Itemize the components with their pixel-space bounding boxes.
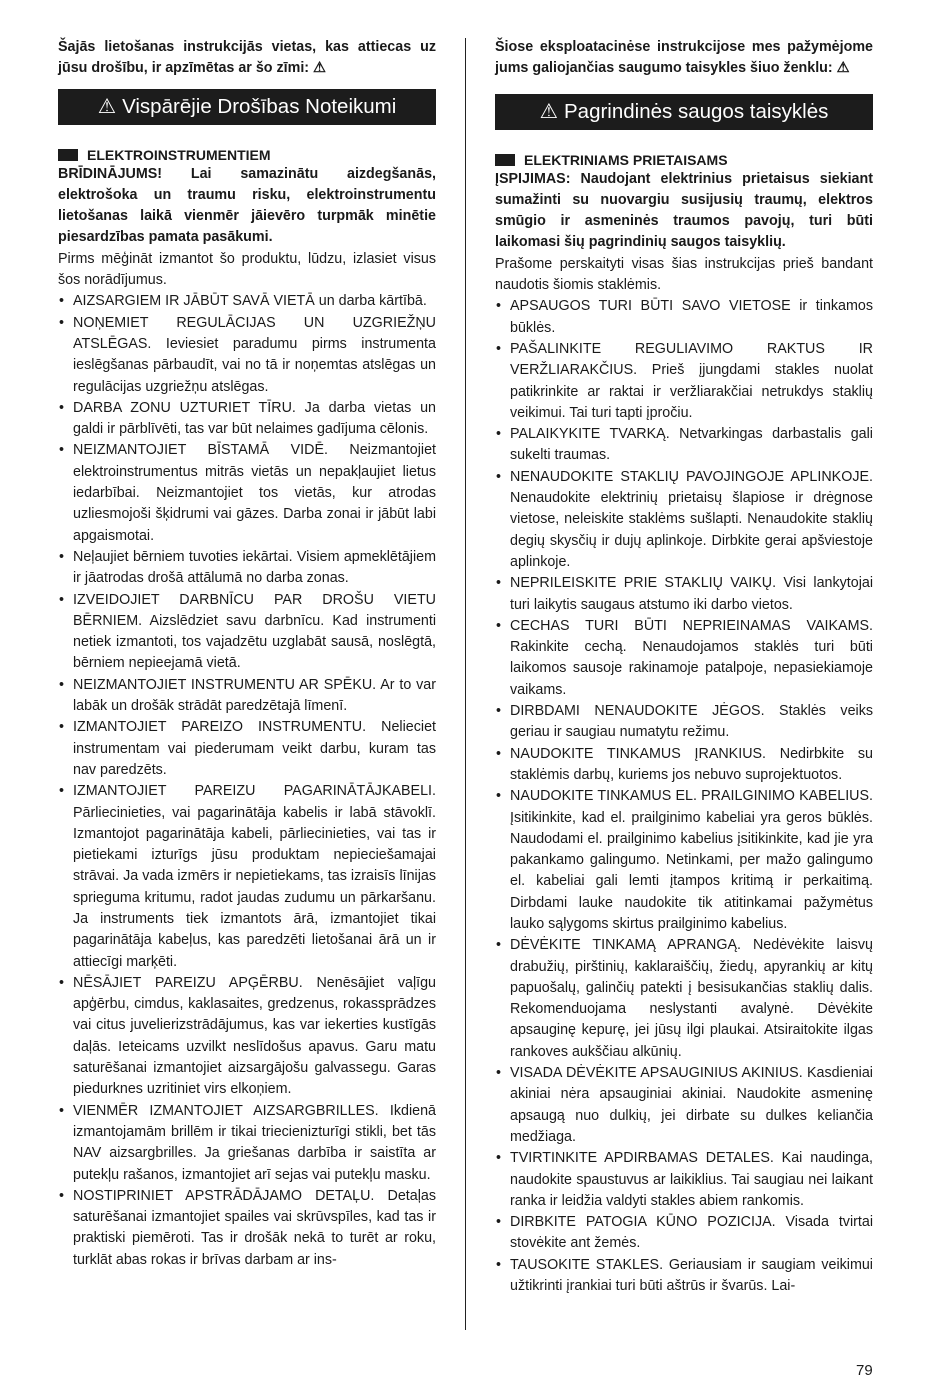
list-item: • DIRBKITE PATOGIA KŪNO POZICIJA. Visada tvirtai stovėkite ant žemės. [495, 1212, 873, 1255]
section-banner [495, 94, 873, 130]
list-item: • PAŠALINKITE REGULIAVIMO RAKTUS IR VERŽLIARAKČIUS. Prieš įjungdami stakles nuolat patikrinkite ar raktai ir veržliarakčiai netrukdys staklių veikimui. Tai turi tapti įpročiu. [495, 339, 873, 424]
list-item: • IZMANTOJIET PAREIZU PAGARINĀTĀJKABELI. Pārliecinieties, vai pagarinātāja kabelis ir labā stāvoklī. Izmantojot pagarinātāja kabeli, pārliecinieties, vai tas ir pietiekami izturīgs jūsu produktam nepieciešamajai strāvai. Ja vada izmērs ir nepietiekams, tas izraisīs līnijas sprieguma kritumu, radot jaudas zudumu un pārkaršanu. Ja instruments tiek izmantots ārā, izmantojiet tikai pagarinātāja kabeļus, kas paredzēti lietošanai ārā un ir attiecīgi marķēti. [58, 781, 436, 973]
banner-title: Vispārējie Drošības Noteikumi [122, 94, 397, 118]
rules-list [58, 291, 436, 1271]
warning-triangle-icon: ⚠ [97, 94, 117, 118]
list-item: • DARBA ZONU UZTURIET TĪRU. Ja darba vietas un galdi ir pārblīvēti, tas var būt nelaimes gadījuma cēlonis. [58, 398, 436, 441]
warning-paragraph: BRĪDINĀJUMS! Lai samazinātu aizdegšanās, elektrošoka un traumu risku, elektroinstrumentu lietošanas laikā vienmēr jāievēro turpmāk minētie piesardzības pamata pasākumi. [58, 165, 436, 246]
left-column [58, 37, 436, 1271]
column-divider [465, 38, 466, 1330]
list-item: • NĒSĀJIET PAREIZU APĢĒRBU. Nenēsājiet vaļīgu apģērbu, cimdus, kaklasaites, gredzenus, rokassprādzes vai citus juvelierizstrādājumus, kas var iekerties kustīgās daļās. Ieteicams uzvilkt neslīdošus apavus. Garu matu saturēšanai izmantojiet aizsargājošu galvassegu. Garas piedurknes uzritiniet virs elkoņiem. [58, 973, 436, 1101]
list-item: • DIRBDAMI NENAUDOKITE JĖGOS. Staklės veiks geriau ir saugiau numatytu režimu. [495, 701, 873, 744]
subsection-heading [58, 146, 436, 164]
list-item: • NOŅEMIET REGULĀCIJAS UN UZGRIEŽŅU ATSLĒGAS. Ieviesiet paradumu pirms instrumenta ieslēgšanas pārbaudīt, vai no tā ir noņemtas atslēgas un regulācijas uzgriežņu atslēgas. [58, 313, 436, 398]
list-item: • IZVEIDOJIET DARBNĪCU PAR DROŠU VIETU BĒRNIEM. Aizslēdziet savu darbnīcu. Kad instrumenti netiek izmantoti, tos vajadzētu uzglabāt sausā, noslēgtā, bērniem nepieejamā vietā. [58, 590, 436, 675]
intro-text: Šiose eksploatacinėse instrukcijose mes pažymėjome jums galiojančias saugumo taisykles šiuo ženklu: ⚠ [495, 39, 873, 77]
list-item: • NEIZMANTOJIET BĪSTAMĀ VIDĒ. Neizmantojiet elektroinstrumentus mitrās vietās un nepakļaujiet lietus iedarbībai. Neizmantojiet tos vietās, kur atrodas uzliesmojoši šķidrumi vai gāzes. Darba zonai ir jābūt labi apgaismotai. [58, 440, 436, 546]
intro-paragraph: Prašome perskaityti visas šias instrukcijas prieš bandant naudotis šiomis staklėmis. [495, 255, 873, 294]
list-item: • PALAIKYKITE TVARKĄ. Netvarkingas darbastalis gali sukelti traumas. [495, 424, 873, 467]
subsection-heading [495, 151, 873, 169]
list-item: • VISADA DĖVĖKITE APSAUGINIUS AKINIUS. Kasdieniai akiniai nėra apsauginiai akiniai. Naudokite asmeninę apsaugą nuo dulkių, jei dirbate su dulkes keliančia medžiaga. [495, 1063, 873, 1148]
page-number: 79 [856, 1362, 873, 1379]
intro-text: Šajās lietošanas instrukcijās vietas, kas attiecas uz jūsu drošību, ir apzīmētas ar šo zīmi: ⚠ [58, 39, 436, 77]
right-column [495, 37, 873, 1297]
section-banner [58, 89, 436, 125]
intro-paragraph: Pirms mēģināt izmantot šo produktu, lūdzu, izlasiet visus šos norādījumus. [58, 250, 436, 289]
list-item: • IZMANTOJIET PAREIZO INSTRUMENTU. Nelieciet instrumentam vai piederumam veikt darbu, kuram tas nav paredzēts. [58, 717, 436, 781]
rules-list [495, 296, 873, 1297]
list-item: • DĖVĖKITE TINKAMĄ APRANGĄ. Nedėvėkite laisvų drabužių, pirštinių, kaklaraiščių, žiedų, apyrankių ar kitų papuošalų, galinčių patekti į besisukančias staklių dalis. Rekomenduojama neslystanti avalynė. Dėvėkite apsauginę kepurę, jei jūsų ilgi plaukai. Atsiraitokite ilgas rankoves aukščiau alkūnių. [495, 935, 873, 1063]
list-item: • TAUSOKITE STAKLES. Geriausiam ir saugiam veikimui užtikrinti įrankiai turi būti aštrūs ir švarūs. Lai- [495, 1255, 873, 1298]
black-square-icon [495, 154, 515, 166]
black-square-icon [58, 149, 78, 161]
list-item: • VIENMĒR IZMANTOJIET AIZSARGBRILLES. Ikdienā izmantojamām brillēm ir tikai triecienizturīgi stikli, bet tās NAV aizsargbrilles. Ja griešanas darbība ir saistīta ar putekļu rašanos, izmantojiet arī sejas vai putekļu masku. [58, 1101, 436, 1186]
list-item: • NEPRILEISKITE PRIE STAKLIŲ VAIKŲ. Visi lankytojai turi laikytis saugaus atstumo iki darbo vietos. [495, 573, 873, 616]
list-item: • NENAUDOKITE STAKLIŲ PAVOJINGOJE APLINKOJE. Nenaudokite elektrinių prietaisų šlapiose ir drėgnose vietose, neleiskite staklėms sušlapti. Nenaudokite staklių degių skysčių ir dujų aplinkoje. Dirbkite gerai apšviestoje aplinkoje. [495, 467, 873, 573]
list-item: • NOSTIPRINIET APSTRĀDĀJAMO DETAĻU. Detaļas saturēšanai izmantojiet spailes vai skrūvspīles, kad tas ir praktiski piemēroti. Tas ir drošāk nekā to turēt ar roku, turklāt abas rokas ir brīvas darbam ar ins- [58, 1186, 436, 1271]
list-item: • AIZSARGIEM IR JĀBŪT SAVĀ VIETĀ un darba kārtībā. [58, 291, 436, 312]
warning-triangle-icon: ⚠ [539, 99, 558, 123]
list-item: • Neļaujiet bērniem tuvoties iekārtai. Visiem apmeklētājiem ir jāatrodas drošā attālumā no darba zonas. [58, 547, 436, 590]
list-item: • TVIRTINKITE APDIRBAMAS DETALES. Kai naudinga, naudokite spaustuvus ar laikiklius. Tai saugiau nei laikant ranka ir leidžia valdyti stakles abiem rankomis. [495, 1148, 873, 1212]
list-item: • NAUDOKITE TINKAMUS EL. PRAILGINIMO KABELIUS. Įsitikinkite, kad el. prailginimo kabeliai yra geros būklės. Naudodami el. prailginimo kabelius įsitikinkite, kad jie yra pakankamo galingumo. Netinkami, per mažo galingumo el. kabeliai gali lemti įtampos kritimą ir perkaitimą. Dirbdami lauke naudokite tik atitinkamai pažymėtus lauko sąlygoms skirtus prailginimo kabelius. [495, 786, 873, 935]
subsection-title: ELEKTRINIAMS PRIETAISAMS [524, 151, 728, 168]
list-item: • CECHAS TURI BŪTI NEPRIEINAMAS VAIKAMS. Rakinkite cechą. Nenaudojamos staklės turi būti laikomos sausoje rakinamoje patalpoje, nepasiekiamoje vaikams. [495, 616, 873, 701]
banner-title: Pagrindinės saugos taisyklės [564, 99, 829, 123]
list-item: • APSAUGOS TURI BŪTI SAVO VIETOSE ir tinkamos būklės. [495, 296, 873, 339]
subsection-title: ELEKTROINSTRUMENTIEM [87, 146, 271, 163]
warning-paragraph: ĮSPIJIMAS: Naudojant elektrinius prietaisus siekiant sumažinti su nuovargiu susijusių traumų, elektros smūgio ir asmeninės traumos pavojų, turi būti laikomasi šių pagrindinių saugos taisyklių. [495, 170, 873, 251]
list-item: • NEIZMANTOJIET INSTRUMENTU AR SPĒKU. Ar to var labāk un drošāk strādāt paredzētajā līmenī. [58, 675, 436, 718]
list-item: • NAUDOKITE TINKAMUS ĮRANKIUS. Nedirbkite su staklėmis darbų, kuriems jos nebuvo suprojektuotos. [495, 744, 873, 787]
